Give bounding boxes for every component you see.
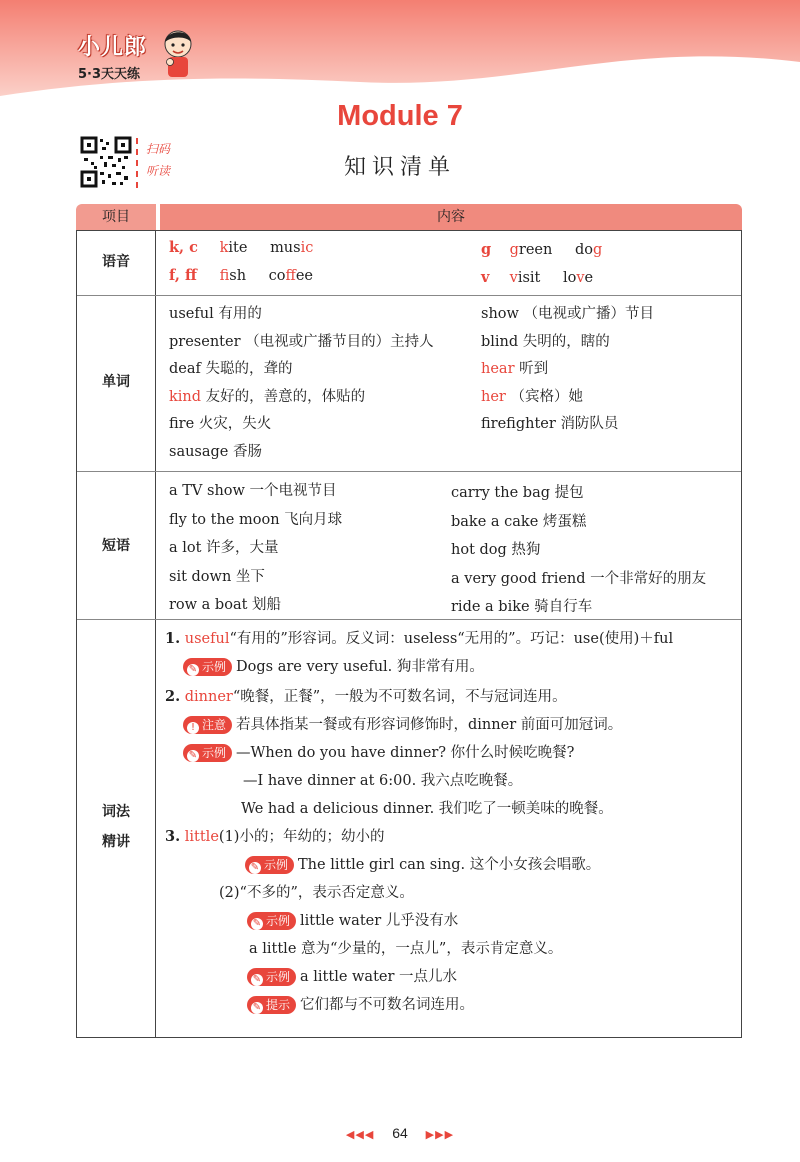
page-footer [0,1125,800,1141]
vocab-meaning: （宾格）她 [510,388,583,405]
example-text: The little girl can sing. 这个小女孩会唱歌。 [298,857,601,873]
example-text: little water 儿乎没有水 [300,913,459,929]
example-line [165,963,673,991]
phrase-item: a very good friend 一个非常好的朋友 [451,570,707,587]
page-subtitle: 知识清单 [343,155,456,180]
grammar-item-dinner [165,683,673,711]
mascot-boy-icon [160,28,196,80]
row-label-grammar-1: 词法 [102,804,130,820]
phrase-list-left [169,477,342,620]
phonics-row-g [481,241,602,258]
vocab-meaning: 有用的 [218,306,262,322]
item-number: 2. [165,688,181,705]
example-tag: ✎ 示例 [247,968,296,986]
scan-label-2: 听读 [146,164,171,178]
phonics-row-f [169,267,313,284]
note-tag: ! 注意 [183,716,232,734]
phrase-item: sit down 坐下 [169,568,265,585]
keyword: useful [184,631,230,647]
phonics-word: visit [509,270,541,286]
phonics-letters: v [481,269,490,286]
vocab-word: firefighter [481,416,561,432]
vocab-meaning: 香肠 [232,443,262,460]
phonics-letters: f, ff [169,267,197,284]
keyword: dinner [184,689,233,705]
example-text: a little water 一点儿水 [300,969,458,985]
grammar-item-little [165,823,673,851]
vocab-word: useful [169,306,219,322]
vocab-word: deaf [169,361,206,377]
scan-listen-label [136,138,190,188]
phonics-row-kc [169,239,313,256]
phonics-word: fish [219,268,247,284]
vocab-item [169,301,434,329]
pencil-icon: ✎ [252,1002,262,1013]
qr-code-icon[interactable] [80,136,132,188]
row-divider [77,295,741,296]
phrase-item: ride a bike 骑自行车 [451,599,593,615]
vocab-item [481,384,654,412]
phonics-row-v [481,269,593,286]
brand-logo [78,30,147,82]
phrase-item: bake a cake 烤蛋糕 [451,513,587,530]
column-header-content: 内容 [160,204,742,230]
vocab-meaning: 火灾，失火 [198,416,272,432]
row-label-pronunciation: 语音 [102,254,130,270]
vocab-item [481,356,654,384]
note-line [165,711,673,739]
phonics-word: love [562,270,594,286]
tip-tag: ✎ 提示 [247,996,296,1014]
vocab-meaning: 听到 [519,361,549,377]
vocab-word: show [481,306,524,322]
phrase-item: a TV show 一个电视节目 [169,483,337,499]
vocab-item [169,439,434,467]
explanation: “晚餐，正餐”，一般为不可数名词，不与冠词连用。 [232,689,567,705]
vocab-meaning: 友好的，善意的，体贴的 [205,388,366,405]
phrase-item: carry the bag 提包 [451,485,584,501]
keyword: little [184,829,219,845]
row-label-grammar-2: 精讲 [102,834,130,850]
pencil-icon: ✎ [252,918,262,929]
example-line [165,653,673,681]
example-text: —I have dinner at 6:00. 我六点吃晚餐。 [243,773,523,789]
pencil-icon: ✎ [252,974,262,985]
row-label-words: 单词 [102,374,130,390]
note-text: 若具体指某一餐或有形容词修饰时，dinner 前面可加冠词。 [236,717,623,733]
column-divider [155,231,156,1037]
prev-arrows-icon[interactable]: ◀◀◀ [345,1129,375,1141]
example-text: We had a delicious dinner. 我们吃了一顿美味的晚餐。 [241,801,613,817]
vocab-word: blind [481,333,523,350]
next-arrows-icon[interactable]: ▶▶▶ [425,1129,455,1141]
vocab-meaning: 失聪的，聋的 [205,361,293,377]
vocab-word: kind [169,388,206,405]
vocab-item [169,329,434,357]
vocab-word: her [481,388,511,405]
knowledge-table [76,230,742,1038]
vocab-item [481,301,654,329]
phonics-letters: g [481,241,492,258]
pencil-icon: ✎ [250,862,260,873]
example-text: —When do you have dinner? 你什么时候吃晚餐? [236,745,575,761]
item-number: 3. [165,828,181,845]
example-text: Dogs are very useful. 狗非常有用。 [236,659,484,675]
grammar-item-useful [165,625,673,653]
example-line [165,851,673,879]
vocab-item [481,411,654,439]
tip-line [165,991,673,1019]
vocab-word: hear [481,361,520,377]
phonics-word: coffee [268,268,314,284]
row-divider [77,471,741,472]
example-line [165,907,673,935]
phonics-word: music [270,240,314,256]
phrase-item: a lot 许多，大量 [169,540,279,556]
phrase-item: fly to the moon 飞向月球 [169,511,343,528]
vocab-item [169,411,434,439]
exclamation-icon: ! [187,722,199,734]
page-number: 64 [392,1125,408,1141]
example-tag: ✎ 示例 [247,912,296,930]
column-header-item: 项目 [76,204,156,230]
row-label-phrases: 短语 [102,538,130,554]
example-tag: ✎ 示例 [245,856,294,874]
vocab-item [481,329,654,357]
word-list-right [481,301,654,439]
pencil-icon: ✎ [188,664,198,675]
brand-name: 小儿郎 [78,35,148,60]
grammar-notes [165,625,673,1019]
pencil-icon: ✎ [188,750,198,761]
example-tag: ✎ 示例 [183,658,232,676]
tip-text: 它们都与不可数名词连用。 [300,997,475,1013]
word-list-left [169,301,434,466]
explanation: “有用的”形容词。反义词：useless“无用的”。巧记：use(使用)＋ful [229,631,674,647]
item-number: 1. [165,630,181,647]
example-line [165,739,673,767]
vocab-meaning: 消防队员 [560,416,619,432]
example-tag: ✎ 示例 [183,744,232,762]
explanation: (2)“不多的”，表示否定意义。 [219,885,414,901]
phrase-list-right [451,479,706,622]
brand-subname: 5·3天天练 [78,67,141,82]
phonics-word: green [509,242,553,258]
phonics-word: dog [574,242,603,258]
vocab-meaning: （电视或广播）节目 [523,306,655,322]
vocab-word: presenter [169,333,246,350]
phrase-item: hot dog 热狗 [451,542,541,558]
vocab-meaning: （电视或广播节目的）主持人 [245,333,434,350]
vocab-meaning: 失明的，瞎的 [522,333,610,350]
vocab-word: sausage [169,443,233,460]
phrase-item: row a boat 划船 [169,597,282,613]
module-title: Module 7 [337,100,463,132]
phonics-letters: k, c [169,239,198,256]
vocab-word: fire [169,416,199,432]
vocab-item [169,384,434,412]
vocab-item [169,356,434,384]
phonics-word: kite [219,240,248,256]
explanation: a little 意为“少量的，一点儿”，表示肯定意义。 [249,941,563,957]
explanation: (1)小的；年幼的；幼小的 [218,829,385,845]
scan-label-1: 扫码 [146,142,171,156]
